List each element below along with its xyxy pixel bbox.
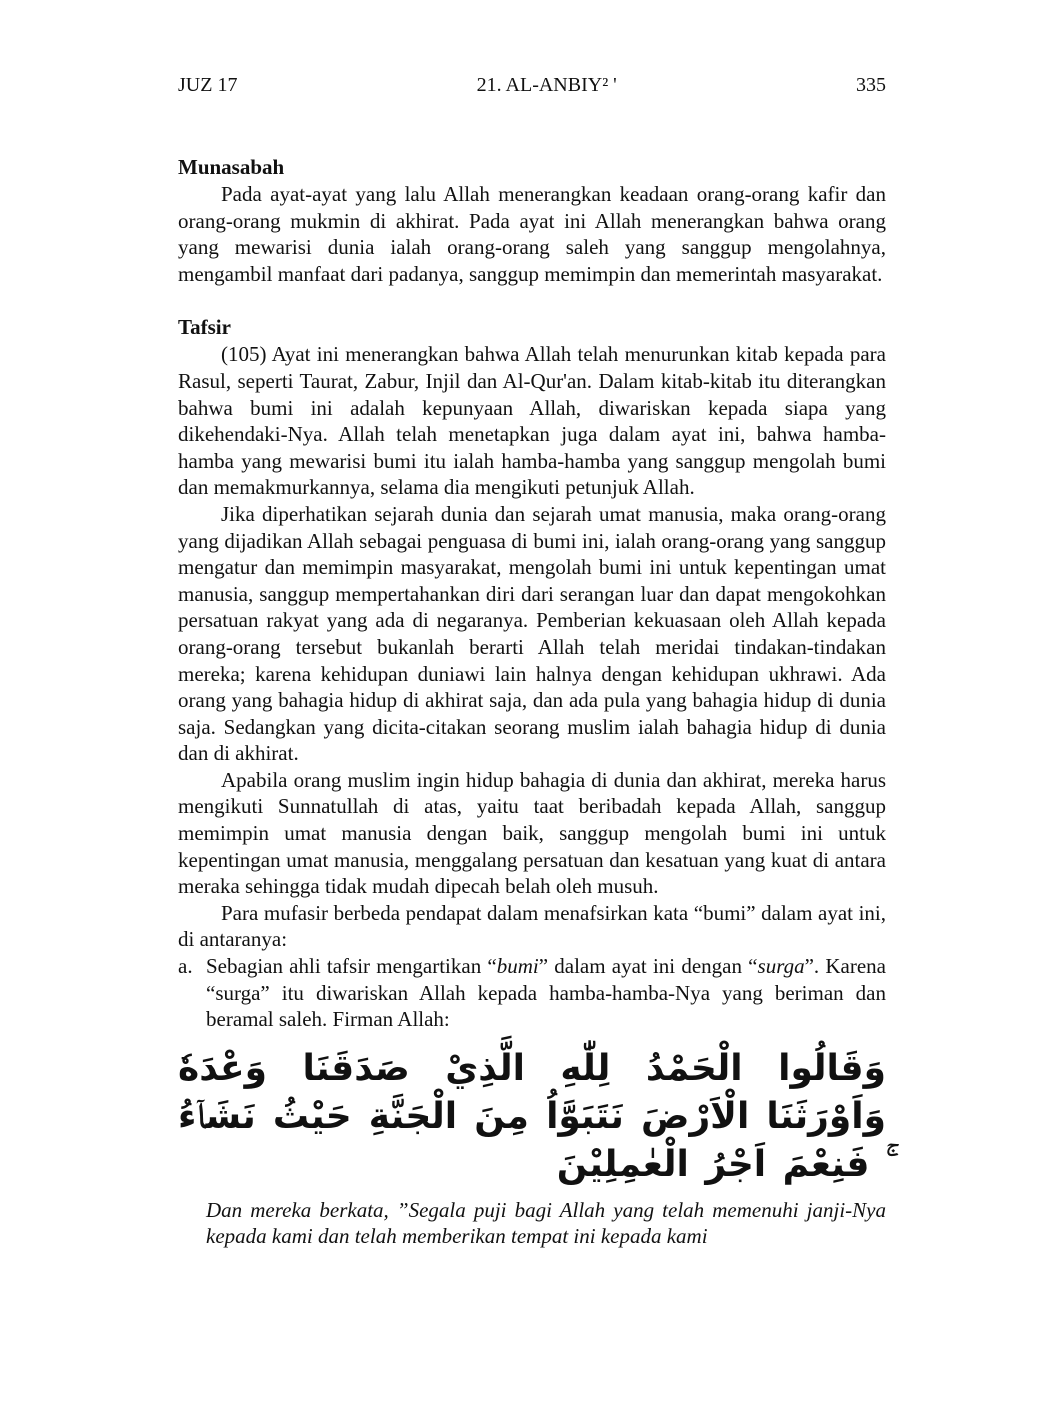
tafsir-paragraph-4: Para mufasir berbeda pendapat dalam menafsirkan kata “bumi” dalam ayat ini, di antaranya: (178, 900, 886, 952)
tafsir-paragraph-2: Jika diperhatikan sejarah dunia dan sejarah umat manusia, maka orang-orang yang dijadikan Allah sebagai penguasa di bumi ini, ialah orang-orang yang sanggup mengatur dan memimpin masyarakat, mengolah bumi ini untuk kepentingan umat manusia, sanggup mempertahankan diri dari serangan luar dan dapat mengokohkan persatuan rakyat yang ada di negaranya. Pemberian kekuasaan oleh Allah kepada orang-orang tersebut bukanlah berarti Allah telah meridai tindakan-tindakan mereka; karena kehidupan duniawi lain halnya dengan kehidupan ukhrawi. Ada orang yang bahagia hidup di akhirat saja, dan ada pula yang bahagia hidup di dunia saja. Sedangkan yang dicita-citakan seorang muslim ialah bahagia hidup di dunia dan di akhirat. (178, 501, 886, 766)
list-item-label: a. (178, 954, 193, 979)
tafsir-paragraph-1: (105) Ayat ini menerangkan bahwa Allah telah menurunkan kitab kepada para Rasul, seperti Taurat, Zabur, Injil dan Al-Qur'an. Dalam kitab-kitab itu diterangkan bahwa bumi ini adalah kepunyaan Allah, diwariskan kepada siapa yang dikehendaki-Nya. Allah telah menetapkan juga dalam ayat ini, bahwa hamba-hamba yang mewarisi bumi itu ialah hamba-hamba yang sanggup mengolah bumi dan memakmurkannya, selama dia mengikuti petunjuk Allah. (178, 342, 886, 500)
list-item-text: ”. Karena “surga” itu diwariskan Allah kepada hamba-hamba-Nya yang beriman dan beramal saleh. Firman Allah: (206, 954, 886, 1032)
running-header (178, 72, 886, 98)
document-page (178, 72, 886, 1250)
munasabah-paragraph: Pada ayat-ayat yang lalu Allah menerangkan keadaan orang-orang kafir dan orang-orang mukmin di akhirat. Pada ayat ini Allah menerangkan bahwa orang yang mewarisi dunia ialah orang-orang saleh yang sanggup mengolahnya, mengambil manfaat dari padanya, sanggup memimpin dan memerintah masyarakat. (178, 182, 886, 286)
page-number: 335 (855, 74, 886, 96)
juz-label: JUZ 17 (178, 74, 238, 96)
emphasis-surga: surga (757, 954, 805, 979)
munasabah-heading: Munasabah (178, 155, 285, 179)
emphasis-bumi: bumi (496, 954, 539, 979)
verse-translation: Dan mereka berkata, ”Segala puji bagi Allah yang telah memenuhi janji-Nya kepada kami dan telah memberikan tempat ini kepada kami (206, 1197, 886, 1249)
arabic-verse: وَقَالُوا الْحَمْدُ لِلّٰهِ الَّذِيْ صَدَقَنَا وَعْدَهٗ وَاَوْرَثَنَا الْاَرْضَ نَتَبَوَّاُ مِنَ الْجَنَّةِ حَيْثُ نَشَاۤءُ ۚ فَنِعْمَ اَجْرُ الْعٰمِلِيْنَ (178, 1047, 886, 1185)
surah-title: 21. AL-ANBIY² ' (476, 74, 617, 96)
tafsir-heading: Tafsir (178, 315, 231, 340)
list-item-text: Sebagian ahli tafsir mengartikan “ (206, 954, 497, 979)
list-item-a (178, 953, 886, 1033)
list-item-text: ” dalam ayat ini dengan “ (538, 954, 758, 979)
tafsir-paragraph-3: Apabila orang muslim ingin hidup bahagia di dunia dan akhirat, mereka harus mengikuti Sunnatullah di atas, yaitu taat beribadah kepada Allah, sanggup memimpin umat manusia dengan baik, sanggup mengolah bumi ini untuk kepentingan umat manusia, menggalang persatuan dan kesatuan yang kuat di antara meraka sehingga tidak mudah dipecah belah oleh musuh. (178, 767, 886, 899)
